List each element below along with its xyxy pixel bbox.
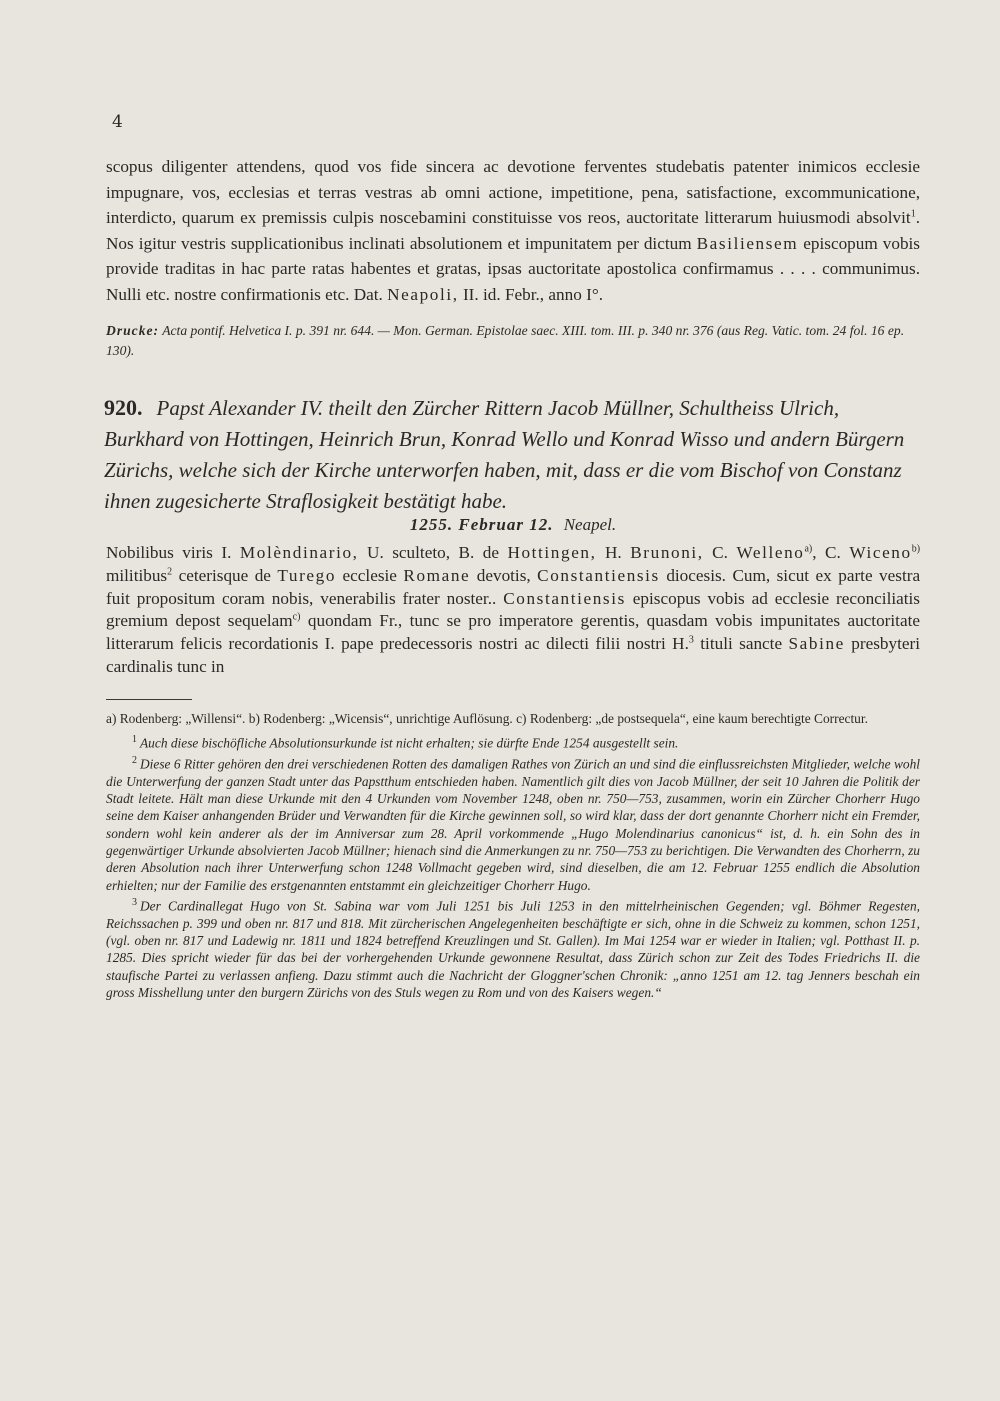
footnote-1-mark: 1: [132, 734, 137, 746]
body-name-basiliensem: Basiliensem: [696, 233, 799, 253]
document-heading: [104, 392, 922, 517]
footnote-2: [106, 752, 920, 894]
footnote-ref-3: 3: [688, 634, 694, 646]
print-text: Acta pontif. Helvetica I. p. 391 nr. 644. — Mon. German. Epistolae saec. XIII. tom. III. p. 340 nr. 376 (aus Reg. Vatic. tom. 24 fol. 16 ep. 130).: [106, 323, 905, 358]
doc-text-segment: militibus: [106, 565, 168, 585]
doc-text-segment: U. sculteto, B. de: [367, 543, 499, 562]
body-text-4: II. id. Febr., anno I°.: [462, 284, 604, 304]
body-paragraph: [106, 154, 920, 308]
doc-text-segment: episcopus vobis ad ecclesie reconciliatis gremium depost sequelam: [106, 588, 920, 631]
doc-text-segment: tituli sancte: [700, 634, 783, 654]
footnote-1-text: Auch diese bischöfliche Absolutionsurkunde ist nicht erhalten; sie dürfte Ende 1254 ausgestellt sein.: [140, 735, 679, 751]
textual-notes: a) Rodenberg: „Willensi“. b) Rodenberg: „Wicensis“, unrichtige Auflösung. c) Rodenberg: „de postsequela“, eine kaum berechtigte Correctur.: [106, 711, 868, 726]
doc-name: Romane: [403, 565, 471, 585]
doc-name: Constantiensis: [503, 588, 626, 608]
doc-text-segment: devotis,: [476, 565, 531, 585]
page-number: 4: [112, 112, 123, 132]
body-place-neapoli: Neapoli,: [387, 284, 459, 304]
note-ref-c: c): [292, 611, 301, 623]
footnote-ref-2: 2: [167, 566, 173, 578]
footnote-2-text: Diese 6 Ritter gehören den drei verschiedenen Rotten des damaligen Rathes von Zürich an und sind die einflussreichsten Mitglieder, welche wohl die Unterwerfung der ganzen Stadt unter das Papstthum entschieden haben. Namentlich gilt dies von Jacob Müllner, der seit 10 Jahren die Politik der Stadt leitete. Hält man diese Urkunde mit den 4 Urkunden vom November 1248, oben nr. 750—753, zusammen, worin ein Zürcher Chorherr Hugo seine dem Kaiser anhangenden Brüder und Verwandten für die Kirche gewinnen soll, so wird klar, dass der dort genannte Chorherr nicht ein Fremder, sondern wohl kein anderer als der im Anniversar zum 28. April vorkommende „Hugo Molendinarius canonicus“ ist, d. h. ein Sohn des in gegenwärtiger Urkunde absolvierten Jacob Müllner; hienach sind die Anmerkungen zu nr. 750—753 zu berichtigen. Die Verwandten des Chorherrn, zu deren Absolution nach ihrer Unterwerfung schon 1248 Vollmacht gegeben wird, sind dieselben, die am 12. Februar 1255 endlich die Absolution erhielten; nur der Familie des erstgenannten entstammt ein gleichzeitiger Chorherr Hugo.: [106, 756, 920, 893]
print-label: Drucke:: [106, 323, 160, 338]
footnote-divider: [106, 699, 192, 700]
footnote-3-text: Der Cardinallegat Hugo von St. Sabina war vom Juli 1251 bis Juli 1253 in den mittelrheinischen Gegenden; vgl. Böhmer Regesten, Reichssachen p. 399 und oben nr. 817 und 818. Mit zürcherischen Angelegenheiten beschäftigte er sich, ohne in die Schweiz zu kommen, schon 1251, (vgl. oben nr. 817 und Ladewig nr. 1811 und 1824 betreffend Kreuzlingen und St. Gallen). Im Mai 1254 war er wieder in Italien; vgl. Potthast II. p. 1285. Dies spricht wieder für das bei der vorhergehenden Urkunde gewonnene Resultat, dass Zürich schon zur Zeit des Todes Friedrichs II. die staufische Partei zu verlassen anfieng. Dazu stimmt auch die Nachricht der Gloggner'schen Chronik: „anno 1251 am 12. tag Jenners beschah ein gross Misshellung unter den burgern Zürichs von des Stuls wegen zu Rom und von des Kaisers wegen.“: [106, 898, 920, 1000]
doc-name: Welleno: [736, 543, 805, 562]
doc-text-segment: H.: [605, 543, 622, 562]
doc-name: Wiceno: [849, 543, 912, 562]
document-text: [106, 542, 920, 679]
doc-text-segment: presbyteri cardinalis tunc in: [106, 634, 920, 676]
doc-name: Hottingen,: [507, 543, 597, 562]
footnote-2-mark: 2: [132, 755, 137, 767]
doc-text-segment: ceterisque de: [178, 565, 271, 585]
doc-text-segment: Nobilibus viris I.: [106, 543, 232, 562]
body-text-3: episcopum vobis provide traditas in hac parte ratas habentes et gratas, ipsas auctoritate apostolica confirmamus . . . . communimus. Nulli etc. nostre confirmationis etc. Dat.: [106, 233, 920, 304]
note-ref-b: b): [911, 543, 921, 555]
doc-name: Molèndinario,: [239, 543, 359, 562]
body-text-2: . Nos igitur vestris supplicationibus inclinati absolutionem et impunitatem per dictum: [106, 208, 920, 253]
footnote-3-mark: 3: [132, 896, 137, 908]
doc-text-segment: C.: [712, 543, 728, 562]
document-summary: Papst Alexander IV. theilt den Zürcher Rittern Jacob Müllner, Schultheiss Ulrich, Burkhard von Hottingen, Heinrich Brun, Konrad Wello und Konrad Wisso und andern Bürgern Zürichs, welche sich der Kirche unterworfen haben, mit, dass er die vom Bischof von Constanz ihnen zugesicherte Straflosigkeit bestätigt habe.: [104, 396, 905, 513]
doc-text-segment: diocesis. Cum, sicut ex parte vestra fuit propositum coram nobis, venerabilis frater noster..: [106, 565, 921, 608]
print-references: [106, 321, 920, 361]
doc-text-segment: ecclesie: [342, 565, 397, 585]
document-place: Neapel.: [563, 515, 617, 534]
doc-name: Constantiensis: [537, 565, 660, 585]
document-date-line: [106, 513, 920, 537]
doc-name: Brunoni,: [630, 543, 704, 562]
document-number: 920.: [104, 395, 143, 420]
note-ref-a: a): [804, 543, 813, 555]
footnote-3: [106, 894, 920, 1001]
document-date: 1255. Februar 12.: [409, 515, 554, 534]
doc-text-segment: quondam Fr., tunc se pro imperatore gerentis, quasdam vobis impunitates auctoritate litterarum felicis recordationis I. pape predecessoris nostri ac dilecti filii nostri H.: [106, 611, 920, 654]
footnotes: [106, 710, 920, 1001]
doc-text-segment: , C.: [812, 543, 841, 562]
doc-name: Sabine: [788, 634, 845, 654]
footnote-ref-1: 1: [910, 208, 916, 220]
doc-name: Turego: [277, 565, 337, 585]
body-text-1: scopus diligenter attendens, quod vos fide sincera ac devotione ferventes studebatis patenter inimicos ecclesie impugnare, vos, ecclesias et terras vestras ab omni actione, impetitione, pena, satisfactione, excommunicatione, interdicto, quarum ex premissis culpis noscebamini constituisse vos reos, auctoritate litterarum huiusmodi absolvit: [106, 157, 920, 228]
footnote-1: [106, 731, 920, 752]
